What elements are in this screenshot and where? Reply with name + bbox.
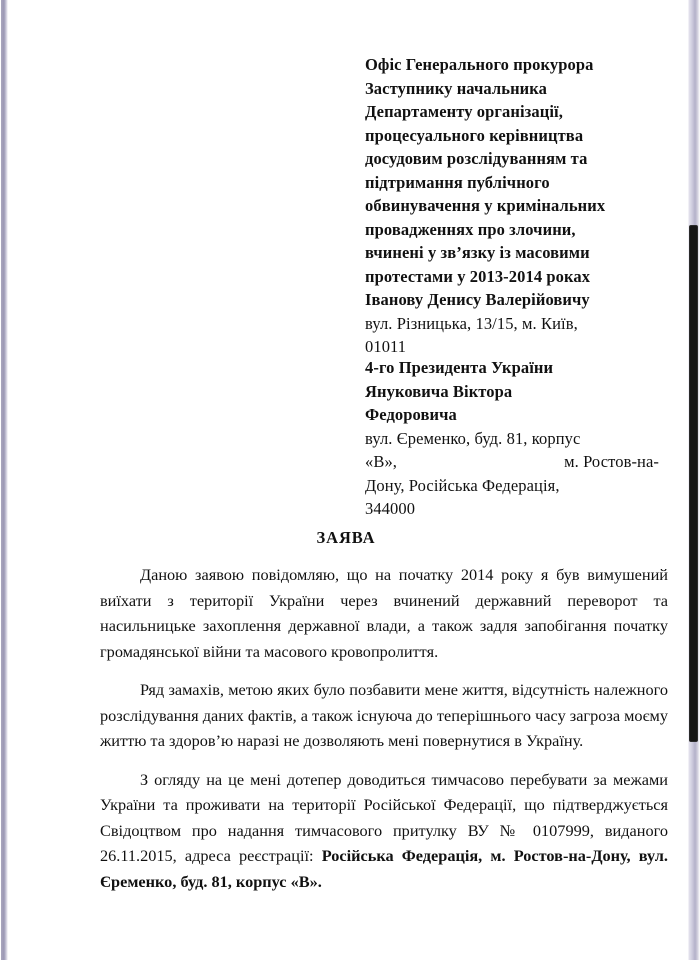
paragraph-2-run: Ряд замахів, метою яких було позбавити мене життя, відсутність належного розслідування даних фактів, а також існуюча до теперішнього часу загроза моєму життю та здоров’ю наразі не дозволяють мені повернутися в Україну.: [100, 680, 668, 750]
addressee-primary-name: Іванову Денису Валерійовичу: [365, 290, 590, 309]
paragraph-1: [100, 562, 668, 664]
addressee-primary-line: підтримання публічного: [365, 172, 550, 192]
paragraph-2: [100, 677, 668, 754]
addressee-secondary-block: [365, 356, 659, 521]
addressee-secondary-name: Федоровича: [365, 405, 457, 424]
addressee-primary-line: Офіс Генерального прокурора: [365, 55, 594, 74]
addressee-secondary-split-line: [365, 450, 659, 474]
paragraph-3-run-bold: Російська Федерація, м. Ростов-на-Дону, вул. Єременко, буд. 81, корпус «В».: [100, 846, 668, 891]
addressee-secondary-building: «В»,: [365, 452, 398, 471]
addressee-secondary-country: Дону, Російська Федерація,: [365, 475, 560, 495]
addressee-primary-block: [365, 53, 659, 359]
addressee-primary-line: досудовим розслідуванням та: [365, 149, 588, 168]
addressee-primary-street: вул. Різницька, 13/15, м. Київ,: [365, 313, 578, 333]
document-body: [100, 562, 668, 907]
vertical-scrollbar-track[interactable]: [686, 0, 700, 960]
vertical-scrollbar-thumb[interactable]: [690, 226, 697, 741]
addressee-primary-line: вчинені у зв’язку із масовими: [365, 243, 590, 262]
addressee-secondary-line: Януковича Віктора: [365, 381, 513, 401]
paragraph-3: [100, 767, 668, 895]
document-page: [8, 0, 686, 960]
addressee-primary-line: Департаменту організації,: [365, 102, 563, 121]
addressee-primary-line: провадженнях про злочини,: [365, 219, 576, 239]
addressee-primary-line: процесуального керівництва: [365, 125, 584, 145]
addressee-secondary-line: 4-го Президента України: [365, 358, 554, 377]
addressee-secondary-postcode: 344000: [365, 499, 416, 518]
addressee-primary-line: обвинувачення у кримінальних: [365, 196, 606, 215]
addressee-primary-line: Заступнику начальника: [365, 78, 547, 98]
addressee-secondary-street: вул. Єременко, буд. 81, корпус: [365, 428, 581, 448]
addressee-secondary-city: м. Ростов-на-: [564, 452, 659, 471]
document-title: ЗАЯВА: [316, 528, 376, 547]
paragraph-1-run: Даною заявою повідомляю, що на початку 2014 року я був вимушений виїхати з території України через вчинений державний переворот та насильницьке захоплення державної влади, а також задля запобігання початку громадянської війни та масового кровопролиття.: [100, 565, 668, 661]
viewer-left-edge: [0, 0, 8, 960]
addressee-primary-postcode: 01011: [365, 337, 407, 356]
paragraph-3-run: З огляду на це мені дотепер доводиться тимчасово перебувати за межами України та проживати на території Російської Федерації, що підтверджується Свідоцтвом про надання тимчасового притулку ВУ № 0107999, виданого 26.11.2015, адреса реєстрації:: [100, 769, 668, 865]
addressee-primary-line: протестами у 2013-2014 роках: [365, 266, 591, 286]
